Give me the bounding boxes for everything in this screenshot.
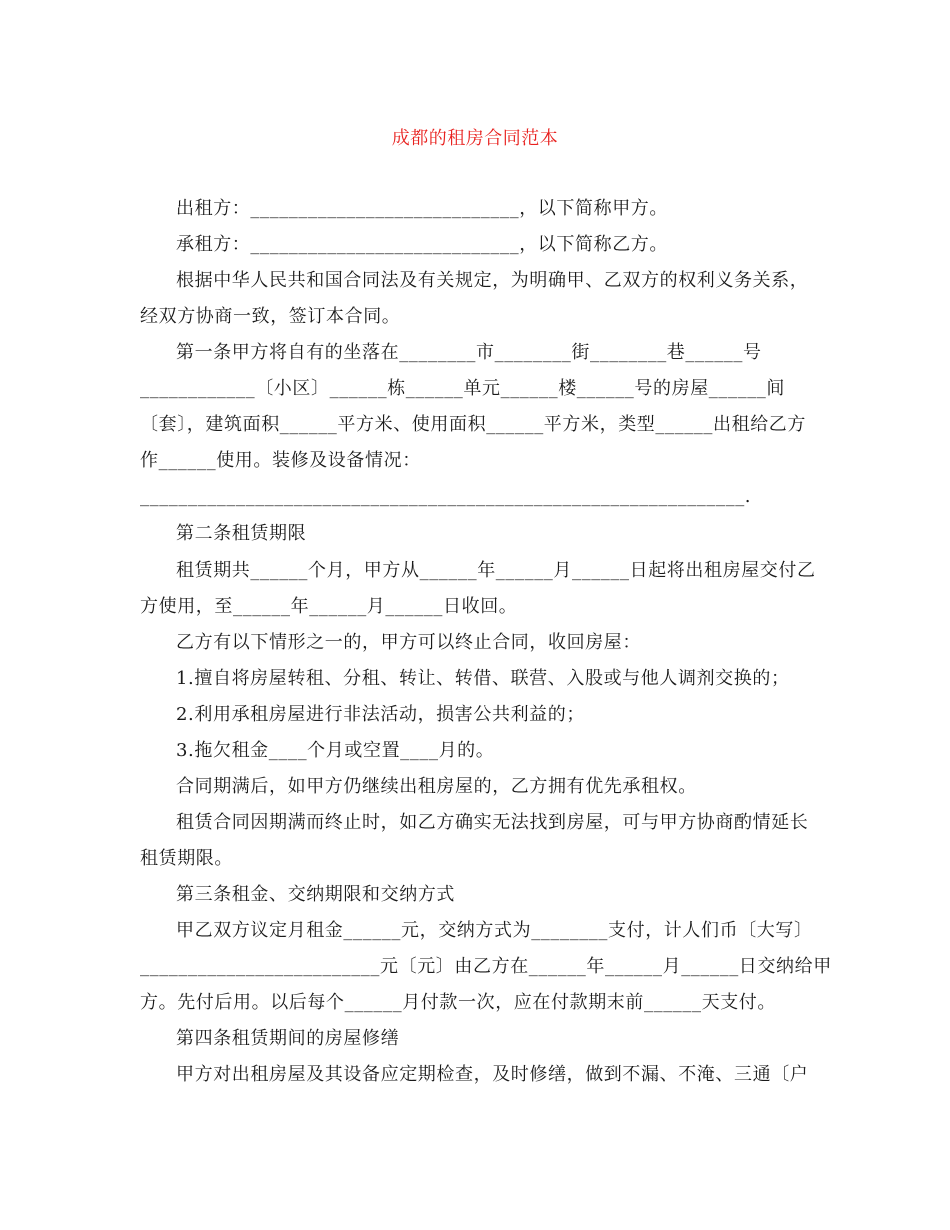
article-3-line-2: _________________________元〔元〕由乙方在______年______月______日交纳给甲	[140, 956, 832, 977]
article-1-line-1: 第一条甲方将自有的坐落在________市________街________巷______号	[176, 342, 762, 363]
article-4-line-1: 甲方对出租房屋及其设备应定期检查，及时修缮，做到不漏、不淹、三通〔户	[176, 1064, 809, 1085]
termination-item-1: 1.擅自将房屋转租、分租、转让、转借、联营、入股或与他人调剂交换的；	[176, 668, 790, 689]
article-1-line-5: _______________________________________________________________.	[140, 486, 752, 507]
article-1-line-4: 作______使用。装修及设备情况：	[140, 450, 421, 471]
extension-line-1: 租赁合同因期满而终止时，如乙方确实无法找到房屋，可与甲方协商酌情延长	[176, 812, 809, 833]
article-3-line-3: 方。先付后用。以后每个______月付款一次，应在付款期末前______天支付。	[140, 992, 776, 1013]
article-1-line-3: 〔套〕，建筑面积______平方米、使用面积______平方米，类型______出租给乙方	[140, 414, 806, 435]
preamble-line-2: 经双方协商一致，签订本合同。	[140, 306, 401, 327]
termination-item-2: 2.利用承租房屋进行非法活动，损害公共利益的；	[176, 704, 585, 725]
extension-line-2: 租赁期限。	[140, 848, 233, 869]
lessee-line: 承租方：____________________________，以下简称乙方。	[176, 234, 668, 255]
termination-item-3: 3.拖欠租金____个月或空置____月的。	[176, 740, 495, 761]
document-title: 成都的租房合同范本	[391, 128, 559, 149]
article-2-heading: 第二条租赁期限	[176, 523, 307, 544]
article-4-heading: 第四条租赁期间的房屋修缮	[176, 1028, 400, 1049]
article-2-line-1: 租赁期共______个月，甲方从______年______月______日起将出租房屋交付乙	[176, 560, 816, 581]
renewal-priority: 合同期满后，如甲方仍继续出租房屋的，乙方拥有优先承租权。	[176, 776, 697, 797]
article-2-line-2: 方使用，至______年______月______日收回。	[140, 596, 518, 617]
preamble-line-1: 根据中华人民共和国合同法及有关规定，为明确甲、乙双方的权利义务关系，	[176, 270, 809, 291]
article-3-line-1: 甲乙双方议定月租金______元，交纳方式为________支付，计人们币〔大写〕	[176, 920, 813, 941]
article-3-heading: 第三条租金、交纳期限和交纳方式	[176, 884, 455, 905]
lessor-line: 出租方：____________________________，以下简称甲方。	[176, 198, 668, 219]
termination-intro: 乙方有以下情形之一的，甲方可以终止合同，收回房屋：	[176, 632, 641, 653]
article-1-line-2: ____________〔小区〕______栋______单元______楼______号的房屋______间	[140, 378, 785, 399]
